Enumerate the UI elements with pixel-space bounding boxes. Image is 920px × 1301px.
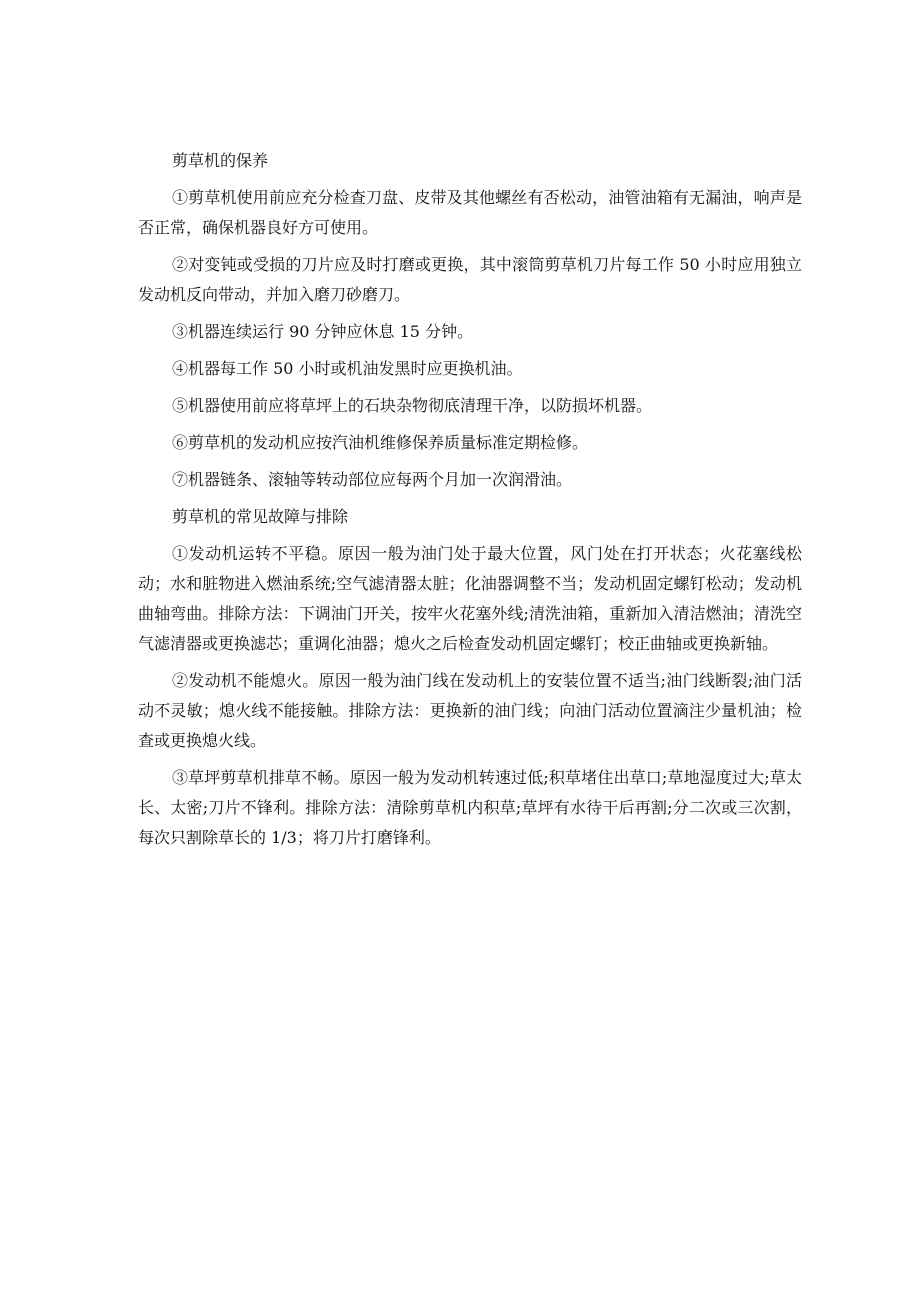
- fault-item-2: ②发动机不能熄火。原因一般为油门线在发动机上的安装位置不适当;油门线断裂;油门活动不灵敏；熄火线不能接触。排除方法：更换新的油门线；向油门活动位置滴注少量机油；检查或更换熄火线。: [138, 671, 802, 750]
- maintenance-item-7: ⑦机器链条、滚轴等转动部位应每两个月加一次润滑油。: [172, 470, 573, 489]
- fault-item-3: ③草坪剪草机排草不畅。原因一般为发动机转速过低;积草堵住出草口;草地湿度过大;草太长、太密;刀片不锋利。排除方法：清除剪草机内积草;草坪有水待干后再割;分二次或三次割，每次只割除草长的 1/3；将刀片打磨锋利。: [138, 768, 802, 847]
- fault-item-1: ①发动机运转不平稳。原因一般为油门处于最大位置，风门处在打开状态；火花塞线松动；水和脏物进入燃油系统;空气滤清器太脏；化油器调整不当；发动机固定螺钉松动；发动机曲轴弯曲。排除方法：下调油门开关，按牢火花塞外线;清洗油箱，重新加入清洁燃油；清洗空气滤清器或更换滤芯；重调化油器；熄火之后检查发动机固定螺钉；校正曲轴或更换新轴。: [138, 544, 802, 653]
- document-body: [138, 146, 802, 860]
- section-heading-maintenance: 剪草机的保养: [172, 151, 269, 170]
- maintenance-item-3: ③机器连续运行 90 分钟应休息 15 分钟。: [172, 322, 474, 341]
- maintenance-item-2: ②对变钝或受损的刀片应及时打磨或更换，其中滚筒剪草机刀片每工作 50 小时应用独立发动机反向带动，并加入磨刀砂磨刀。: [138, 255, 802, 304]
- maintenance-item-5: ⑤机器使用前应将草坪上的石块杂物彻底清理干净，以防损坏机器。: [172, 396, 653, 415]
- section-heading-troubleshooting: 剪草机的常见故障与排除: [172, 507, 349, 526]
- maintenance-item-1: ①剪草机使用前应充分检查刀盘、皮带及其他螺丝有否松动，油管油箱有无漏油，响声是否正常，确保机器良好方可使用。: [138, 188, 802, 237]
- maintenance-item-6: ⑥剪草机的发动机应按汽油机维修保养质量标准定期检修。: [172, 433, 589, 452]
- maintenance-item-4: ④机器每工作 50 小时或机油发黑时应更换机油。: [172, 359, 523, 378]
